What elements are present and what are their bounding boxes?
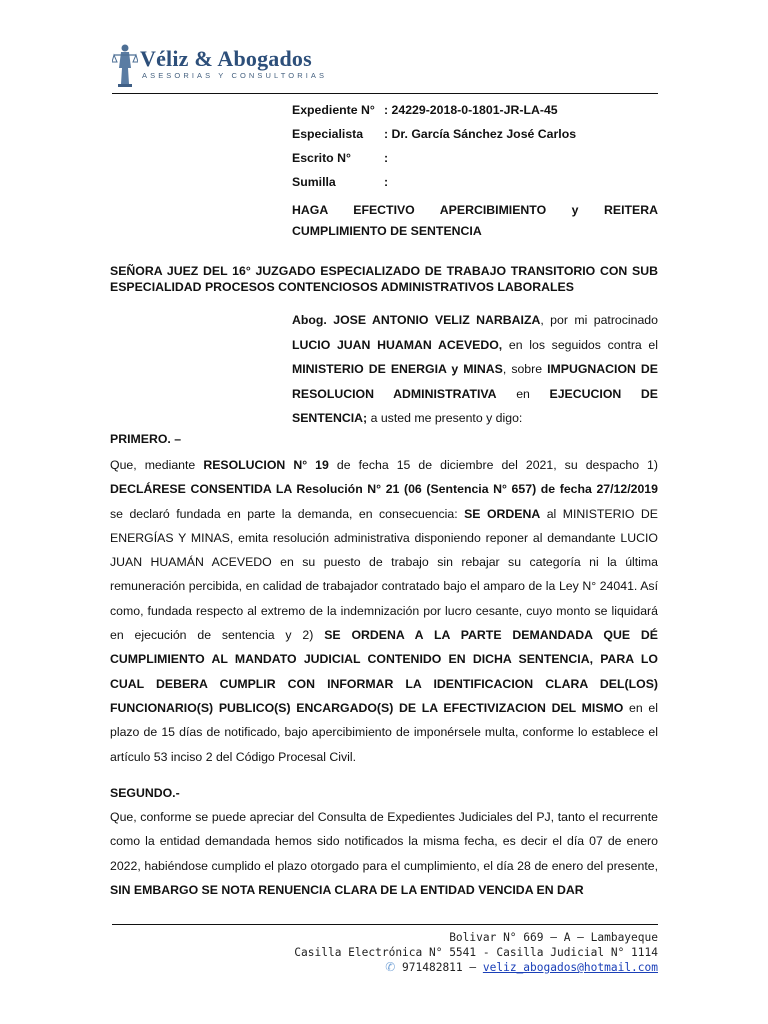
intro-text: a usted me presento y digo: (367, 411, 523, 426)
footer-divider (112, 924, 658, 925)
footer-address: Bolivar N° 669 – A – Lambayeque (449, 931, 658, 944)
justice-statue-icon (112, 42, 138, 88)
section-title-primero: PRIMERO. – (110, 432, 182, 446)
body-text: Que, conforme se puede apreciar del Consulta de Expedientes Judiciales del PJ, tanto el recurrente como la entidad demandada hemos sido notificados la misma fecha, es decir el día 07 de enero 2022, habiéndose cumplido el plazo otorgado para el cumplimiento, el día 28 de enero del presente, (110, 810, 658, 873)
body-text: se declaró fundada en parte la demanda, en consecuencia: (110, 506, 465, 521)
body-text: en el plazo de 15 días de notificado, bajo apercibimiento de imponérsele multa, conforme lo establece el artículo 53 inciso 2 del Código Procesal Civil. (110, 700, 658, 764)
footer-phone: 971482811 (402, 961, 463, 974)
expediente-row (292, 103, 558, 117)
firm-tagline: ASESORIAS Y CONSULTORIAS (142, 71, 328, 80)
paragraph-segundo (110, 805, 658, 902)
firm-name: Véliz & Abogados (140, 46, 312, 71)
sumilla-value: : (384, 175, 389, 189)
intro-text: en (496, 386, 550, 401)
paragraph-primero (110, 453, 658, 769)
addressee: SEÑORA JUEZ DEL 16° JUZGADO ESPECIALIZADO DE TRABAJO TRANSITORIO CON SUB ESPECIALIDAD PROCESOS CONTENCIOSOS ADMINISTRATIVOS LABORALES (110, 264, 658, 294)
header-divider (112, 93, 658, 94)
intro-paragraph (292, 308, 658, 431)
firm-logo (112, 42, 328, 90)
body-text: Que, mediante (110, 458, 204, 472)
case-stage: EJECUCION DE SENTENCIA; (292, 386, 658, 426)
footer (294, 930, 658, 975)
sumilla-row (292, 175, 388, 189)
intro-text: , sobre (502, 362, 548, 377)
especialista-value: : Dr. García Sánchez José Carlos (384, 127, 577, 141)
case-matter: IMPUGNACION DE RESOLUCION ADMINISTRATIVA (292, 362, 658, 401)
especialista-row (292, 127, 576, 141)
expediente-value: : 24229-2018-0-1801-JR-LA-45 (384, 103, 558, 117)
sumilla-label: Sumilla (292, 175, 336, 189)
body-text: de fecha 15 de diciembre del 2021, su despacho 1) (328, 458, 658, 472)
body-text: al MINISTERIO DE ENERGÍAS Y MINAS, emita resolución administrativa disponiendo reponer al demandante LUCIO JUAN HUAMÁN ACEVEDO en su puesto de trabajo sin rebajar su categoría ni la última remuneración percibida, en calidad de trabajador contratado bajo el amparo de la Ley N° 24041. Así como, fundada respecto al extremo de la indemnización por lucro cesante, cuyo monto se liquidará en ejecución de sentencia y 2) (110, 506, 659, 643)
client-name: LUCIO JUAN HUAMAN ACEVEDO, (292, 337, 503, 352)
bold-text: DECLÁRESE CONSENTIDA LA Resolución N° 21 (06 (Sentencia N° 657) de fecha 27/12/2019 (110, 482, 658, 497)
bold-text: SE ORDENA (464, 506, 541, 521)
footer-email-link[interactable]: veliz_abogados@hotmail.com (482, 961, 658, 974)
intro-text: , por mi patrocinado (540, 313, 658, 327)
footer-contact (294, 960, 658, 975)
intro-text: en los seguidos contra el (502, 337, 659, 352)
lawyer-name: Abog. JOSE ANTONIO VELIZ NARBAIZA (292, 313, 541, 327)
escrito-value: : (384, 151, 389, 165)
escrito-row (292, 151, 388, 165)
footer-casilla: Casilla Electrónica N° 5541 - Casilla Judicial N° 1114 (294, 946, 658, 959)
defendant-entity: MINISTERIO DE ENERGIA y MINAS (292, 362, 503, 377)
section-title-segundo: SEGUNDO.- (110, 786, 180, 800)
bold-text: SIN EMBARGO SE NOTA RENUENCIA CLARA DE LA ENTIDAD VENCIDA EN DAR (110, 882, 584, 897)
phone-icon: ✆ (385, 960, 396, 974)
bold-text: RESOLUCION N° 19 (203, 458, 329, 472)
escrito-label: Escrito N° (292, 151, 351, 165)
especialista-label: Especialista (292, 127, 364, 141)
sumilla-text-line1: HAGA EFECTIVO APERCIBIMIENTO y REITERA (292, 203, 658, 217)
expediente-label: Expediente N° (292, 103, 375, 117)
footer-separator: – (462, 961, 483, 974)
bold-text: SE ORDENA A LA PARTE DEMANDADA QUE DÉ CUMPLIMIENTO AL MANDATO JUDICIAL CONTENIDO EN DICHA SENTENCIA, PARA LO CUAL DEBERA CUMPLIR CON INFORMAR LA IDENTIFICACION CLARA DEL(LOS) FUNCIONARIO(S) PUBLICO(S) ENCARGADO(S) DE LA EFECTIVIZACION DEL MISMO (110, 628, 658, 715)
sumilla-text-line2: CUMPLIMIENTO DE SENTENCIA (292, 224, 482, 238)
